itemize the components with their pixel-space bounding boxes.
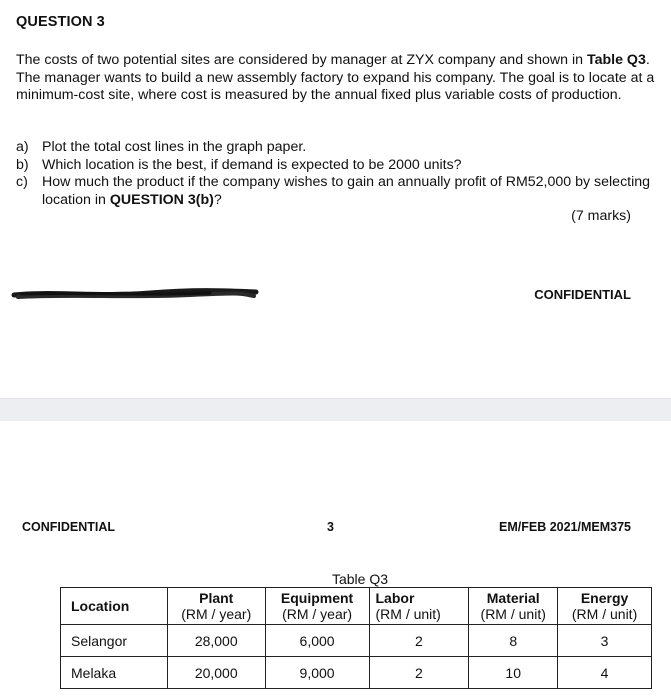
header-energy (558, 588, 652, 625)
cell-material: 8 (469, 625, 558, 657)
cell-material: 10 (469, 657, 558, 689)
header-name: Equipment (280, 590, 354, 606)
intro-text-after: . The manager wants to build a new assembly factory to expand his company. The goal is to locate at a minimum-cost site, where cost is measured by the annual fixed plus variable costs of production. (16, 52, 655, 103)
cell-location: Selangor (61, 625, 168, 657)
cell-energy: 3 (558, 625, 652, 657)
header-unit: (RM / unit) (375, 606, 441, 622)
question-item-c (16, 174, 656, 209)
header-name: Plant (199, 590, 234, 606)
cost-table (60, 587, 652, 689)
item-label: a) (16, 139, 29, 155)
header-location: Location (61, 588, 168, 625)
confidential-label-top: CONFIDENTIAL (534, 287, 631, 302)
table-row (61, 657, 652, 689)
table-caption: Table Q3 (331, 571, 389, 587)
item-label: b) (16, 156, 29, 173)
question-item-a (16, 139, 656, 157)
intro-table-ref: Table Q3 (586, 52, 646, 68)
redaction-scribble (10, 285, 260, 305)
cell-labor: 2 (369, 625, 469, 657)
question-title: QUESTION 3 (16, 14, 105, 30)
cell-plant: 20,000 (167, 657, 265, 689)
page-separator (0, 398, 671, 422)
intro-text-before: The costs of two potential sites are considered by manager at ZYX company and shown in (16, 52, 587, 68)
header-plant (167, 588, 265, 625)
cell-energy: 4 (558, 657, 652, 689)
cell-labor: 2 (369, 657, 469, 689)
question-intro (16, 52, 656, 105)
item-text: Plot the total cost lines in the graph paper. (42, 139, 307, 155)
cell-location: Melaka (61, 657, 168, 689)
cell-plant: 28,000 (167, 625, 265, 657)
header-equipment (265, 588, 369, 625)
item-label: c) (16, 174, 28, 190)
marks-label: (7 marks) (571, 208, 631, 224)
header-unit: (RM / unit) (480, 606, 546, 622)
table-header-row (61, 588, 652, 625)
confidential-label-bottom: CONFIDENTIAL (22, 520, 116, 534)
item-c-text-before: How much the product if the company wishes to gain an annually profit of RM52,000 by selecting location in (42, 174, 651, 208)
item-c-text-after: ? (213, 191, 222, 208)
cell-equipment: 6,000 (265, 625, 369, 657)
header-material (469, 588, 558, 625)
page-number: 3 (327, 520, 334, 534)
question-item-b (16, 157, 656, 175)
cell-equipment: 9,000 (265, 657, 369, 689)
header-name: Labor (375, 590, 415, 606)
header-labor (369, 588, 469, 625)
header-unit: (RM / unit) (571, 606, 638, 622)
exam-code: EM/FEB 2021/MEM375 (499, 520, 631, 534)
header-name: Material (486, 590, 540, 606)
table-row (61, 625, 652, 657)
header-name: Energy (580, 590, 629, 606)
item-text: Which location is the best, if demand is expected to be 2000 units? (42, 156, 462, 173)
item-c-ref: QUESTION 3(b) (109, 191, 214, 208)
header-unit: (RM / year) (282, 606, 353, 622)
item-text (42, 174, 656, 209)
header-unit: (RM / year) (181, 606, 252, 622)
question-items (16, 139, 656, 209)
